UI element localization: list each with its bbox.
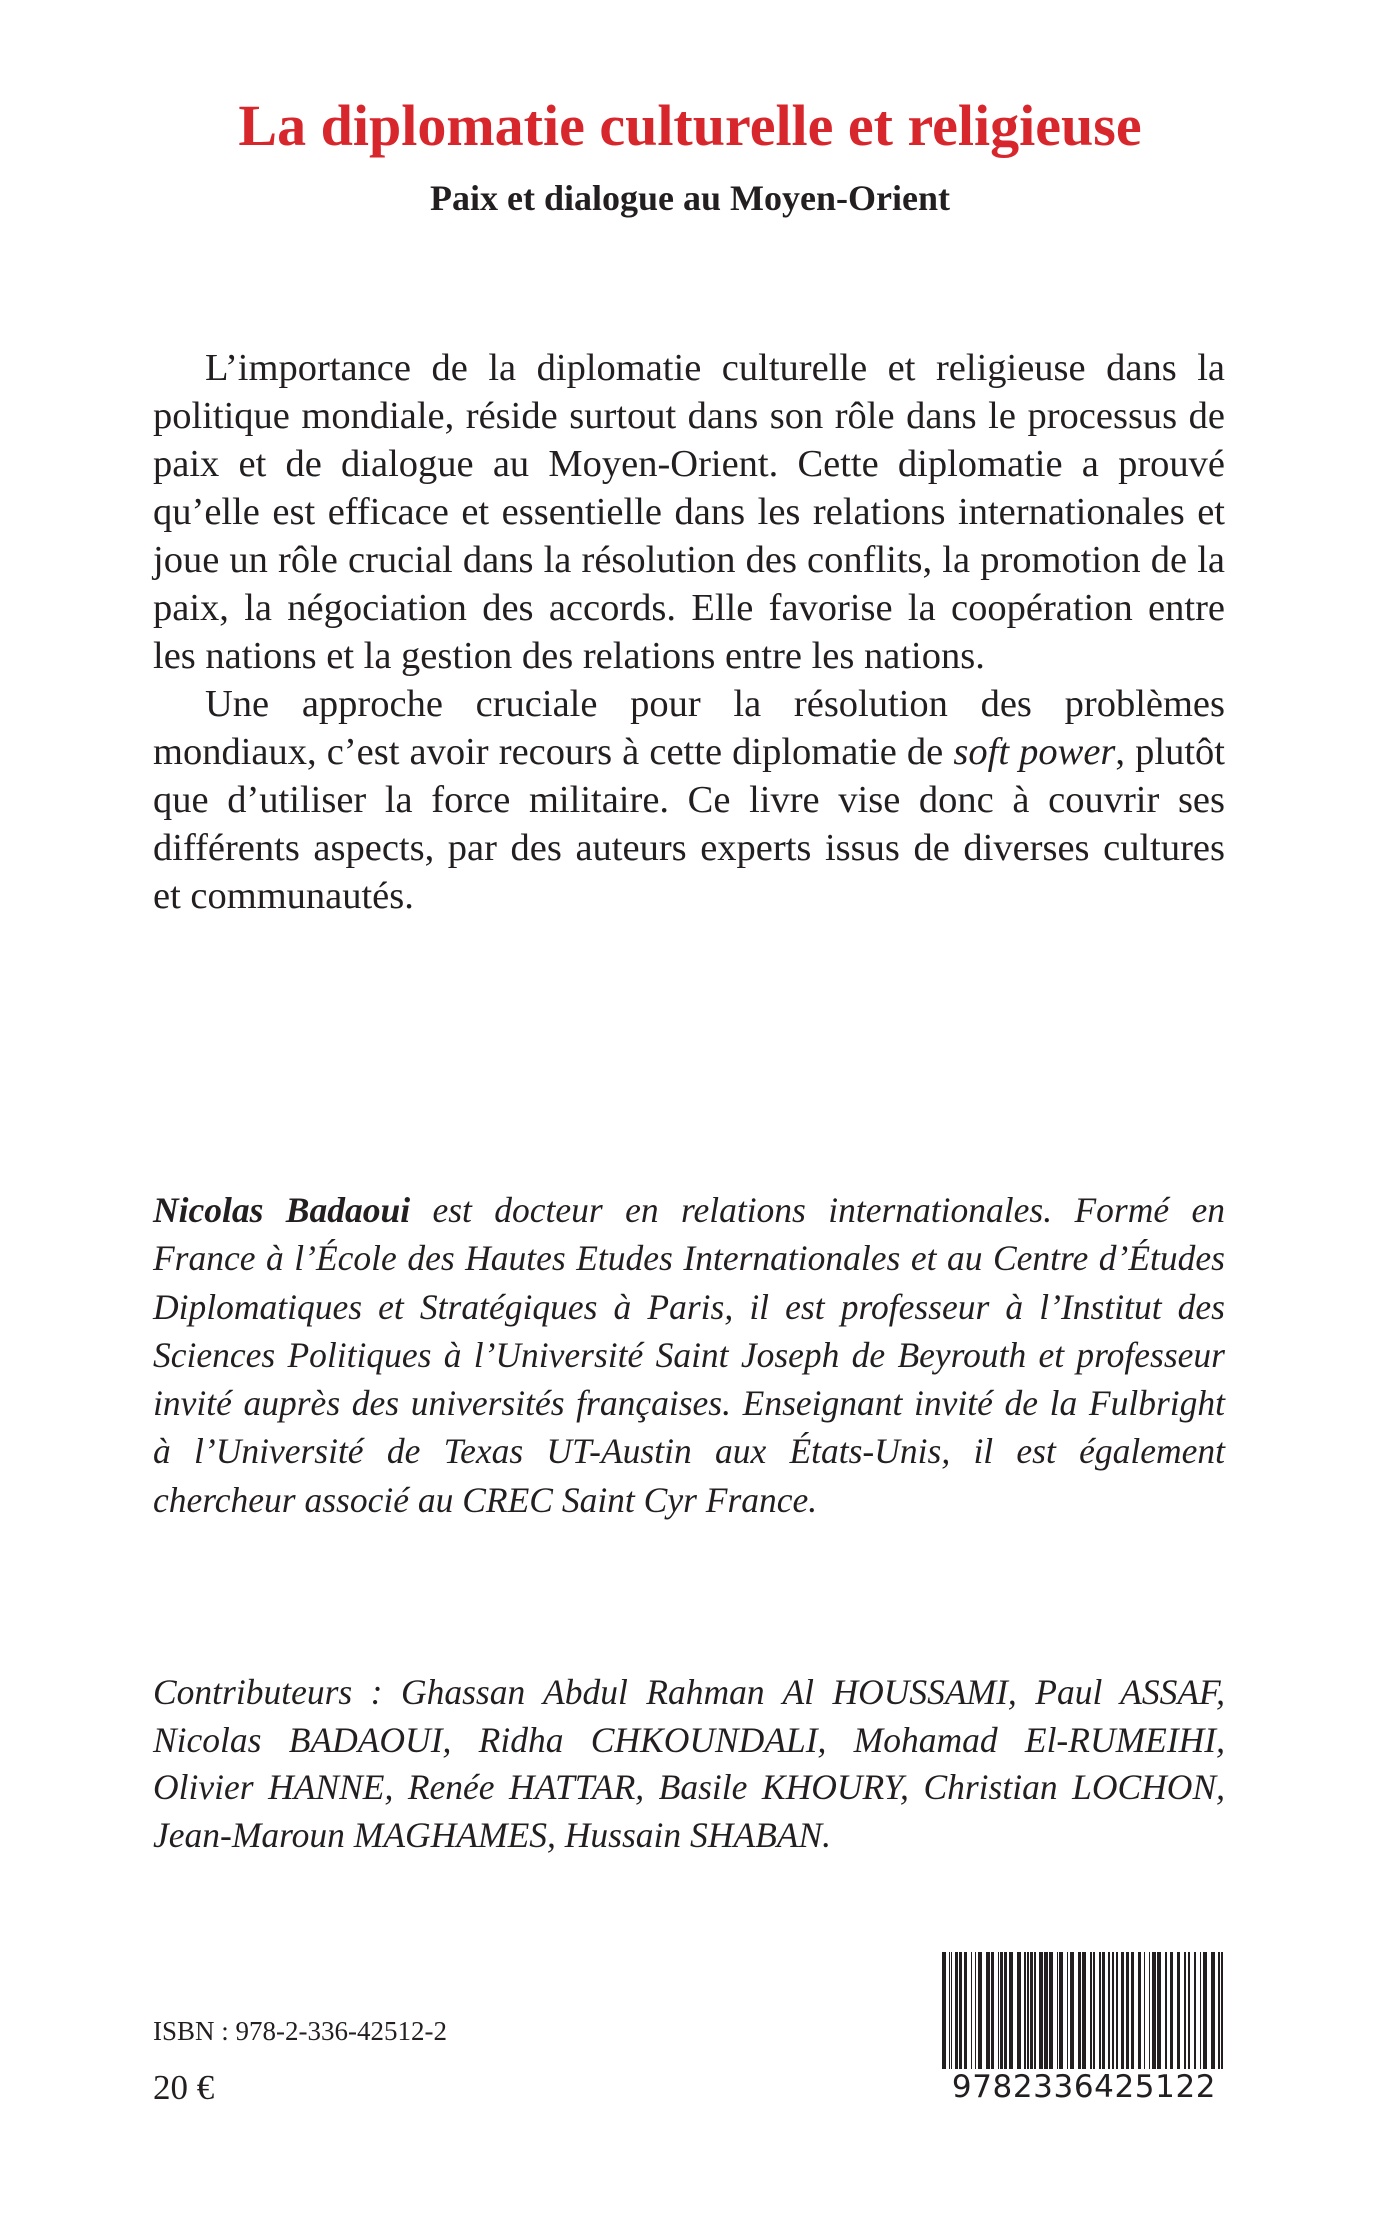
barcode-bar [1017,1952,1021,2070]
barcode-bar [1009,1952,1013,2070]
barcode-bar [1221,1952,1223,2070]
barcode-bar [964,1952,967,2070]
barcode-bar [1000,1952,1003,2070]
author-bio [153,1186,1225,1524]
barcode-bar [1070,1952,1074,2070]
barcode-bar [1112,1952,1114,2070]
book-title: La diplomatie culturelle et religieuse [238,93,1142,158]
barcode-bar [1194,1952,1196,2070]
barcode-digits: 9782336425122 [940,2069,1228,2105]
barcode-bar [991,1952,994,2070]
barcode-bar [1157,1952,1161,2070]
barcode-bar [951,1952,952,2070]
barcode-bar [1177,1952,1180,2070]
barcode-bar [1203,1952,1207,2070]
barcode-bar [1165,1952,1167,2070]
barcode-bar [998,1952,999,2070]
book-summary [153,344,1225,920]
summary-p2-italic: soft power [953,731,1116,773]
barcode-bar [1188,1952,1190,2070]
barcode-bar [1024,1952,1026,2070]
author-bio-text: est docteur en relations internationales. Formé en France à l’École des Hautes Etudes Internationales et au Centre d’Études Diplomatiques et Stratégiques à Paris, il est professeur à l’Institut des Sciences Politiques à l’Université Saint Joseph de Beyrouth et professeur invité auprès des universités françaises. Enseignant invité de la Fulbright à l’Université de Texas UT-Austin aux États-Unis, il est également chercheur associé au CREC Saint Cyr France. [153,1190,1225,1520]
barcode-bar [959,1952,962,2070]
contributors-list: Contributeurs : Ghassan Abdul Rahman Al HOUSSAMI, Paul ASSAF, Nicolas BADAOUI, Ridha CHKOUNDALI, Mohamad El-RUMEIHI, Olivier HANNE, Renée HATTAR, Basile KHOURY, Christian LOCHON, Jean-Maroun MAGHAMES, Hussain SHABAN. [153,1672,1225,1855]
barcode-bar [978,1952,982,2070]
barcode-bar [1044,1952,1048,2070]
barcode-bar [1131,1952,1134,2070]
barcode-bar [1138,1952,1141,2070]
author-name: Nicolas Badaoui [153,1190,411,1230]
book-subtitle: Paix et dialogue au Moyen-Orient [430,178,950,218]
barcode-bar [1034,1952,1036,2070]
barcode-bar [1057,1952,1058,2070]
isbn: ISBN : 978-2-336-42512-2 [153,2016,447,2046]
summary-p2-end: , plutôt que d’utiliser la force militaire. Ce livre vise donc à couvrir ses différents aspects, par des auteurs experts issus de diverses cultures et communautés. [153,731,1225,917]
barcode-bar [1170,1952,1173,2070]
barcode-bar [1059,1952,1063,2070]
barcode-bar [1144,1952,1145,2070]
barcode-bar [1108,1952,1110,2070]
barcode-bar [1116,1952,1118,2070]
barcode-bar [1121,1952,1124,2070]
barcode-bar [1099,1952,1101,2070]
barcode-bar [1102,1952,1105,2070]
summary-paragraph-2 [153,680,1225,920]
barcode-bar [1067,1952,1068,2070]
barcode-bar [1184,1952,1186,2070]
barcode-bar [1093,1952,1095,2070]
barcode-bar [1149,1952,1150,2070]
barcode-bar [971,1952,972,2070]
barcode-bar [1218,1952,1220,2070]
barcode-bar [1082,1952,1086,2070]
barcode-bar [1004,1952,1007,2070]
barcode-bar [986,1952,990,2070]
barcode-bar [1152,1952,1156,2070]
summary-p2-start: Une approche cruciale pour la résolution des problèmes mondiaux, c’est avoir recours à cette diplomatie de [153,683,1225,773]
barcode-bar [1030,1952,1033,2070]
barcode-bar [1027,1952,1029,2070]
barcode-bar [1200,1952,1201,2070]
barcode-bar [1039,1952,1043,2070]
barcode-bar [949,1952,950,2070]
barcode-bar [1126,1952,1129,2070]
barcode-bar [1049,1952,1053,2070]
barcode [940,1950,1228,2110]
summary-paragraph-1: L’importance de la diplomatie culturelle et religieuse dans la politique mondiale, réside surtout dans son rôle dans le processus de paix et de dialogue au Moyen-Orient. Cette diplomatie a prouvé qu’elle est efficace et essentielle dans les relations internationales et joue un rôle crucial dans la résolution des conflits, la promotion de la paix, la négociation des accords. Elle favorise la coopération entre les nations et la gestion des relations entre les nations. [153,347,1225,677]
barcode-bar [955,1952,958,2070]
barcode-bar [1090,1952,1092,2070]
price: 20 € [153,2068,215,2107]
barcode-bar [975,1952,976,2070]
